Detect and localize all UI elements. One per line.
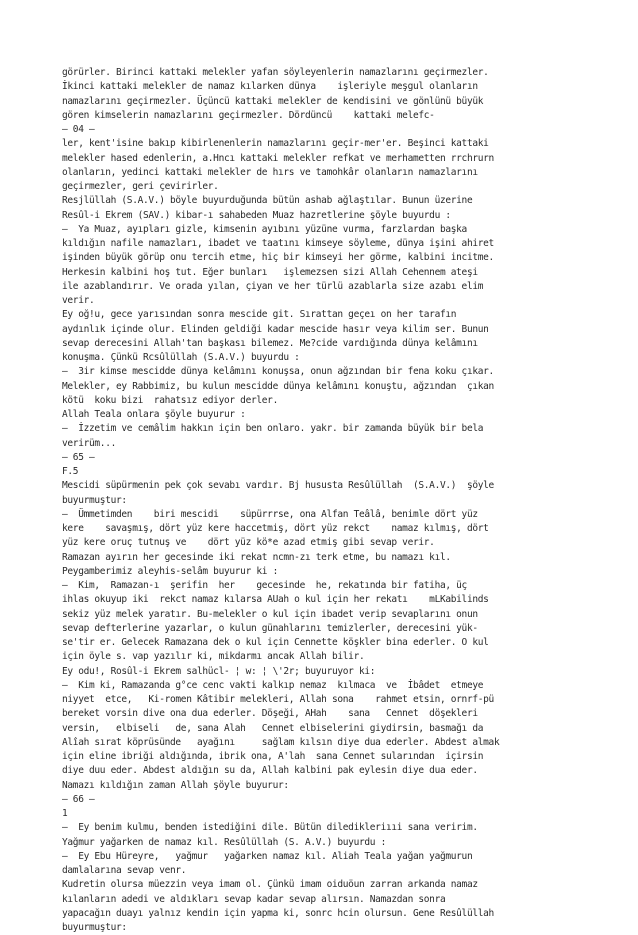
text-line: F.5 xyxy=(62,466,79,477)
text-line: diye duu eder. Abdest aldığın su da, Allah kalbini pak eylesin diye dua eder. xyxy=(62,765,478,777)
text-line: verirüm... xyxy=(62,437,116,449)
text-line: kıldığın nafile namazları, ibadet ve taatını kimseye söyleme, dünya işini ahiret xyxy=(62,238,494,249)
text-line: sevap defterlerine yazarlar, o kulun günahlarını temizlerler, derecesini yük- xyxy=(62,622,478,634)
text-line: gören kimselerin namazlarını geçirmezler. Dördüncü kattaki melefc- xyxy=(62,109,435,121)
text-line: görürler. Birinci kattaki melekler yafan söyleyenlerin namazlarını geçirmezler. xyxy=(62,67,489,78)
text-line: namazlarını geçirmezler. Üçüncü kattaki melekler de kendisini ve gönlünü büyük xyxy=(62,95,484,107)
text-line: — 65 — xyxy=(62,451,95,463)
text-line: Peygamberimiz aleyhis-selâm buyurur ki : xyxy=(62,565,278,577)
text-line: — Ey benim kulmu, benden istediğini dile. Bütün diledikleriııi sana veririm. xyxy=(62,822,478,834)
text-line: — İzzetim ve cemâlim hakkın için ben onlaro. yakr. bir zamanda büyük bir bela xyxy=(62,423,484,435)
text-line: için öyle s. vap yazılır ki, mikdarmı ancak Allah bilir. xyxy=(62,651,365,663)
text-line: ihlas okuyup iki rekct namaz kılarsa AUah o kul için her rekatı mLKabilinds xyxy=(62,594,489,606)
text-line: 1 xyxy=(62,808,68,819)
text-line: işinden büyük görüp onu tercih etme, hiç bir kimseyi her görme, kalbini incitme. xyxy=(62,252,494,264)
text-line: kere savaşmış, dört yüz kere haccetmiş, dört yüz rekct namaz kılmış, dört xyxy=(62,523,489,534)
text-line: Alîah sırat köprüsünde ayağını sağlam kılsın diye dua ederler. Abdest almak xyxy=(62,736,500,748)
text-line: kılanların adedi ve aldıkları sevap kadar sevap alırsın. Namazdan sonra xyxy=(62,893,446,905)
text-line: Yağmur yağarken de namaz kıl. Resûlüllah (S. A.V.) buyurdu : xyxy=(62,836,386,848)
text-line: verir. xyxy=(62,295,95,306)
text-line: — Ümmetimden biri mescidi süpürrrse, ona Alfan Teâlâ, benimle dört yüz xyxy=(62,508,478,520)
text-line: versin, elbiseli de, sana Alah Cennet elbiselerini giydirsin, basmağı da xyxy=(62,722,484,734)
text-line: — Ya Muaz, ayıpları gizle, kimsenin ayıbını yüzüne vurma, farzlardan başka xyxy=(62,223,467,235)
text-line: se'tir er. Gelecek Ramazana dek o kul için Cennette köşkler bina ederler. O kul xyxy=(62,637,489,648)
text-line: Ramazan ayırın her gecesinde iki rekat ncmn-zı terk etme, bu namazı kıl. xyxy=(62,551,451,563)
text-line: Kudretin olursa müezzin veya imam ol. Çünkü imam oiduöun zarran arkanda namaz xyxy=(62,879,478,891)
text-line: Resjlüllah (S.A.V.) böyle buyurduğunda bütün ashab ağlaştılar. Bunun üzerine xyxy=(62,195,473,207)
text-line: yüz kere oruç tutnuş ve dört yüz kö*e azad etmiş gibi sevap verir. xyxy=(62,537,435,549)
text-line: — 66 — xyxy=(62,793,95,805)
text-line: — Kim, Ramazan-ı şerifin her gecesinde he, rekatında bir fatiha, üç xyxy=(62,580,467,591)
text-line: Mescidi süpürmenin pek çok sevabı vardır. Bj hususta Resûlüllah (S.A.V.) şöyle xyxy=(62,480,494,492)
text-line: yapacağın duayı yalnız kendin için yapma ki, sonrc hcin olursun. Gene Resûlüllah xyxy=(62,907,494,919)
text-line: niyyet etce, Ki-romen Kâtibir melekleri, Allah sona rahmet etsin, ornrf-pü xyxy=(62,694,494,705)
text-line: bereket vorsin dive ona dua ederler. Döşeği, AHah sana Cennet döşekleri xyxy=(62,708,478,720)
text-line: buyurmuştur: xyxy=(62,494,127,506)
text-line: Ey oğ!u, gece yarısından sonra mescide git. Sırattan geçeı on her tarafın xyxy=(62,309,457,321)
text-line: damlalarına sevap venr. xyxy=(62,865,187,876)
text-line: melekler hased edenlerin, a.Hncı kattaki melekler refkat ve merhametten rrchrurn xyxy=(62,152,494,164)
text-line: ile azablandırır. Ve orada yılan, çiyan ve her türlü azablarla size azabı elim xyxy=(62,280,484,292)
text-line: geçirmezler, geri çevirirler. xyxy=(62,181,219,192)
text-line: Resûl-i Ekrem (SAV.) kibar-ı sahabeden Muaz hazretlerine şöyle buyurdu : xyxy=(62,209,451,221)
text-line: İkinci kattaki melekler de namaz kılarken dünya işleriyle meşgul olanların xyxy=(62,81,478,93)
text-line: kötü koku bizi rahatsız ediyor derler. xyxy=(62,394,278,406)
text-line: — Kim ki, Ramazanda g°ce cenc vakti kalkıp nemaz kılmaca ve İbâdet etmeye xyxy=(62,679,484,691)
text-line: Namazı kıldığın zaman Allah şöyle buyurur: xyxy=(62,779,289,791)
text-line: Melekler, ey Rabbimiz, bu kulun mescidde dünya kelâmını konuştu, ağzından çıkan xyxy=(62,380,494,392)
text-line: için eline ibriği aldığında, ibrik ona, A'lah sana Cennet sularından içirsin xyxy=(62,751,484,762)
text-line: sekiz yüz melek yaratır. Bu-melekler o kul için ibadet verip sevaplarını onun xyxy=(62,608,478,620)
text-line: — Ey Ebu Hüreyre, yağmur yağarken namaz kıl. Aliah Teala yağan yağmurun xyxy=(62,850,473,862)
text-line: olanların, yedinci kattaki melekler de hırs ve tamohkâr olanların namazlarını xyxy=(62,166,478,178)
text-line: Herkesin kalbini hoş tut. Eğer bunları işlemezsen sizi Allah Cehennem ateşi xyxy=(62,266,478,278)
text-line: sevap derecesini Allah'tan başkası bilemez. Me?cide vardığında dünya kelâmını xyxy=(62,337,478,349)
text-line: Ey odu!, Rosûl-i Ekrem salhücl- ¦ w: ¦ \'2r; buyuruyor ki: xyxy=(62,665,376,677)
text-line: Allah Teala onlara şöyle buyurur : xyxy=(62,409,246,420)
text-line: aydınlık içinde olur. Elinden geldiği kadar mescide hasır veya kilim ser. Bunun xyxy=(62,323,489,335)
text-line: buyurmuştur: xyxy=(62,922,127,933)
text-line: — 04 — xyxy=(62,124,95,135)
text-line: — 3ir kimse mescidde dünya kelâmını konuşsa, onun ağzından bir fena koku çıkar. xyxy=(62,366,494,378)
document-page xyxy=(62,66,582,935)
text-line: konuşma. Çünkü Rcsûlüllah (S.A.V.) buyurdu : xyxy=(62,352,300,363)
text-line: ler, kent'isine bakıp kibirlenenlerin namazlarını geçir-mer'er. Beşinci kattaki xyxy=(62,138,489,150)
